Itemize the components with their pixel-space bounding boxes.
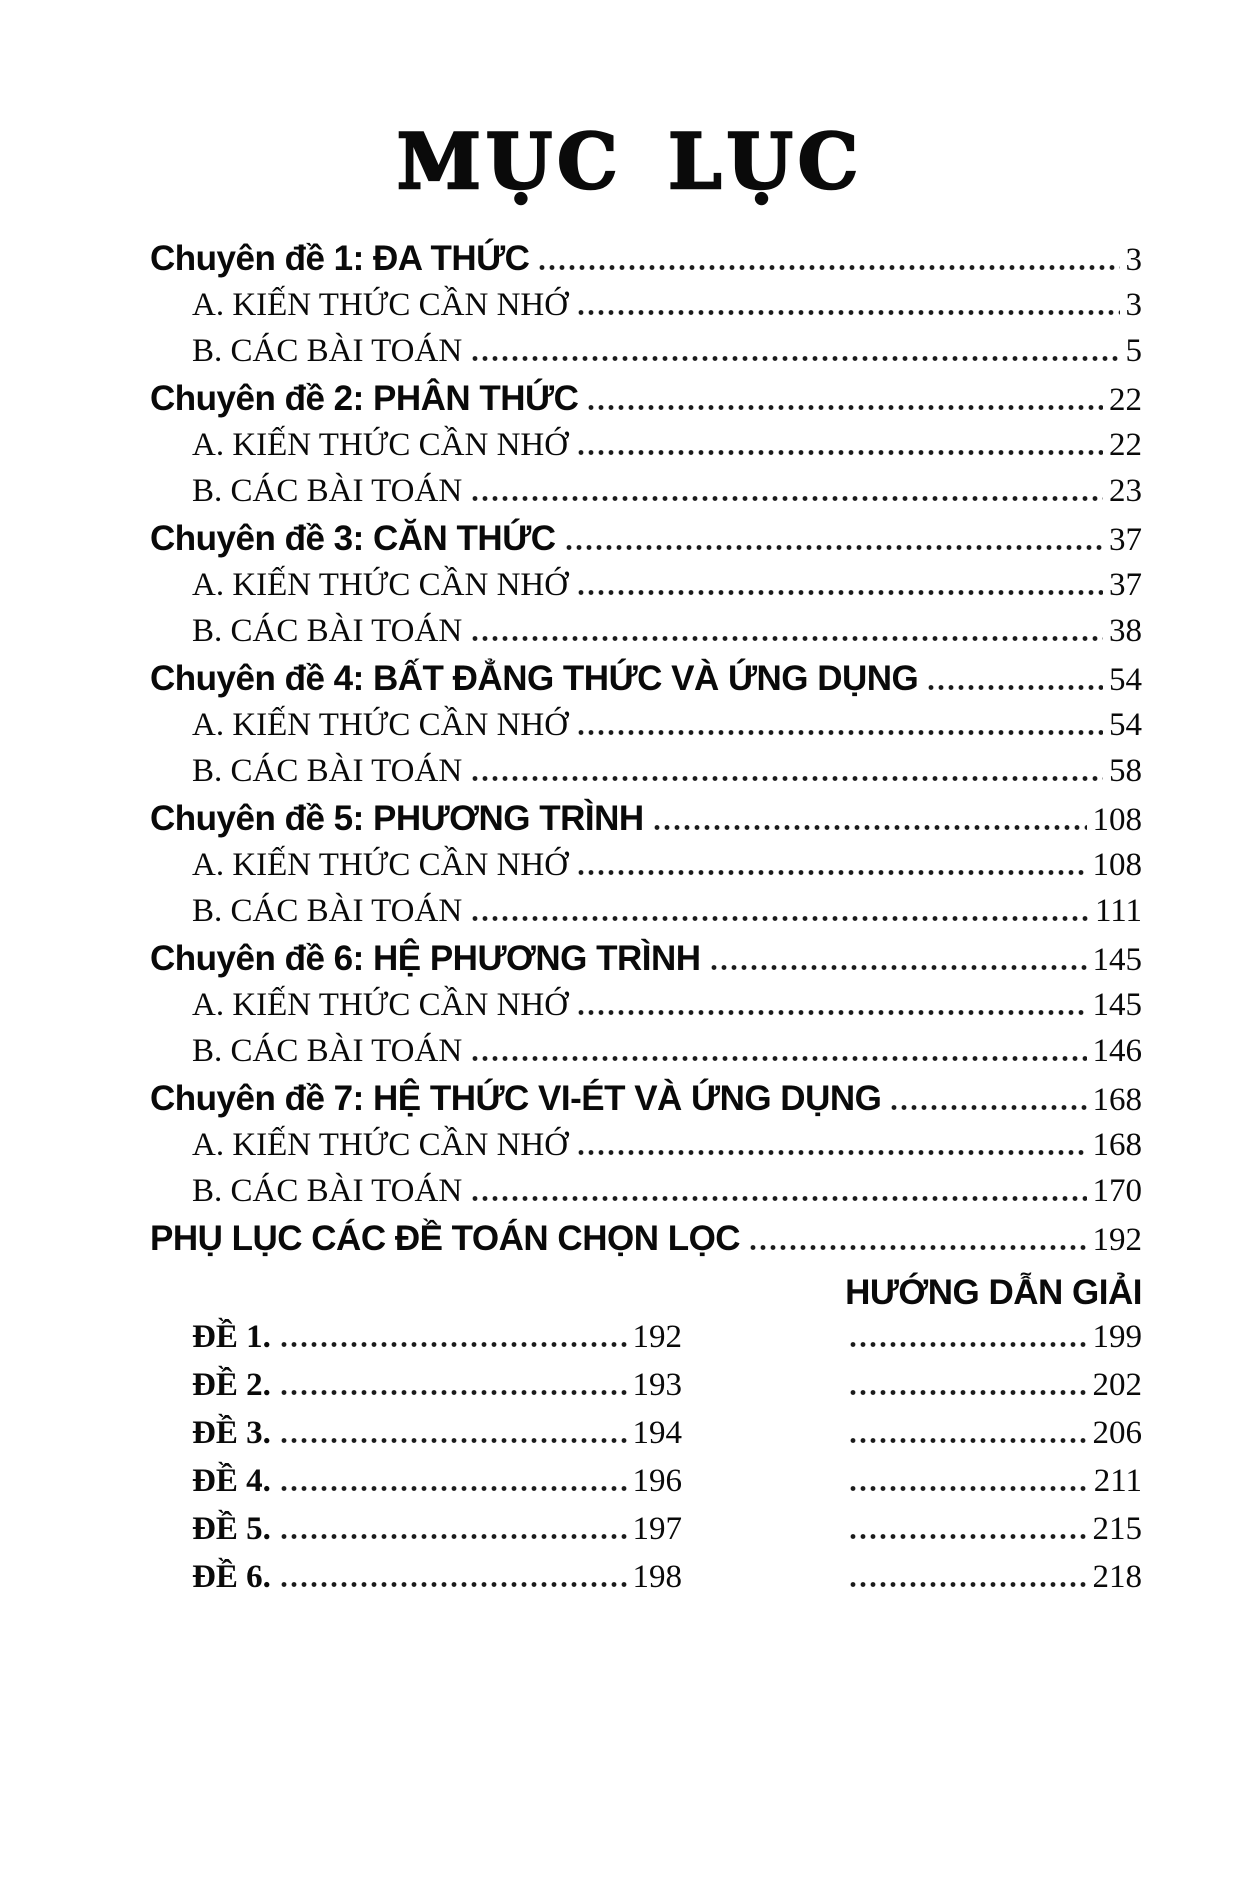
toc-entry bbox=[150, 519, 1142, 567]
toc-entry-label: B. CÁC BÀI TOÁN bbox=[192, 613, 463, 650]
toc-entry-label: PHỤ LỤC CÁC ĐỀ TOÁN CHỌN LỌC bbox=[150, 1219, 741, 1259]
toc-entry bbox=[150, 427, 1142, 473]
exam-solution-ref bbox=[840, 1367, 1142, 1404]
toc-entry bbox=[150, 473, 1142, 519]
exam-row bbox=[150, 1559, 1142, 1607]
dot-leader bbox=[848, 1486, 1088, 1491]
toc-entry bbox=[150, 799, 1142, 847]
dot-leader bbox=[470, 356, 1119, 361]
toc-entry bbox=[150, 1079, 1142, 1127]
dot-leader bbox=[470, 636, 1103, 641]
page-number: 3 bbox=[1125, 242, 1142, 279]
exam-problem-page: 198 bbox=[632, 1559, 682, 1596]
exam-problem-ref bbox=[192, 1415, 682, 1452]
toc-entry-label: A. KIẾN THỨC CẦN NHỚ bbox=[192, 707, 569, 744]
exam-solution-page: 218 bbox=[1092, 1559, 1142, 1596]
toc-entry-label: Chuyên đề 2: PHÂN THỨC bbox=[150, 379, 579, 419]
page-number: 168 bbox=[1092, 1127, 1142, 1164]
exam-problem-ref bbox=[192, 1319, 682, 1356]
exam-list bbox=[150, 1319, 1142, 1607]
dot-leader bbox=[848, 1390, 1087, 1395]
toc-entry bbox=[150, 753, 1142, 799]
exam-solution-page: 206 bbox=[1092, 1415, 1142, 1452]
dot-leader bbox=[279, 1486, 627, 1491]
dot-leader bbox=[279, 1390, 627, 1395]
exam-label: ĐỀ 6. bbox=[192, 1559, 271, 1596]
exam-problem-page: 197 bbox=[632, 1511, 682, 1548]
exam-problem-ref bbox=[192, 1511, 682, 1548]
exam-label: ĐỀ 5. bbox=[192, 1511, 271, 1548]
toc-entry-label: B. CÁC BÀI TOÁN bbox=[192, 753, 463, 790]
page-number: 54 bbox=[1109, 662, 1142, 699]
page-number: 145 bbox=[1092, 987, 1142, 1024]
toc-entry-label: Chuyên đề 5: PHƯƠNG TRÌNH bbox=[150, 799, 644, 839]
dot-leader bbox=[748, 1245, 1086, 1250]
exam-solution-ref bbox=[840, 1559, 1142, 1596]
exam-solution-page: 215 bbox=[1092, 1511, 1142, 1548]
exam-solution-page: 199 bbox=[1092, 1319, 1142, 1356]
page-number: 37 bbox=[1109, 522, 1142, 559]
toc-entry-label: B. CÁC BÀI TOÁN bbox=[192, 893, 463, 930]
toc-entry bbox=[150, 613, 1142, 659]
toc-entry bbox=[150, 707, 1142, 753]
exam-solution-ref bbox=[840, 1415, 1142, 1452]
dot-leader bbox=[576, 450, 1103, 455]
exam-problem-ref bbox=[192, 1559, 682, 1596]
exam-row bbox=[150, 1415, 1142, 1463]
toc-entry-label: B. CÁC BÀI TOÁN bbox=[192, 1033, 463, 1070]
page-number: 58 bbox=[1109, 753, 1142, 790]
toc-list bbox=[150, 239, 1142, 1267]
toc-content bbox=[0, 239, 1260, 1607]
dot-leader bbox=[926, 685, 1103, 690]
page-number: 54 bbox=[1109, 707, 1142, 744]
dot-leader bbox=[470, 916, 1089, 921]
toc-entry bbox=[150, 1173, 1142, 1219]
page-number: 3 bbox=[1125, 287, 1142, 324]
exam-row bbox=[150, 1319, 1142, 1367]
exam-problem-ref bbox=[192, 1463, 682, 1500]
dot-leader bbox=[564, 545, 1103, 550]
toc-entry-label: Chuyên đề 7: HỆ THỨC VI-ÉT VÀ ỨNG DỤNG bbox=[150, 1079, 882, 1119]
toc-entry-label: A. KIẾN THỨC CẦN NHỚ bbox=[192, 427, 569, 464]
page-number: 37 bbox=[1109, 567, 1142, 604]
dot-leader bbox=[279, 1438, 627, 1443]
toc-entry bbox=[150, 239, 1142, 287]
toc-entry bbox=[150, 659, 1142, 707]
exam-solution-ref bbox=[840, 1463, 1142, 1500]
toc-entry bbox=[150, 939, 1142, 987]
exam-solution-page: 202 bbox=[1092, 1367, 1142, 1404]
toc-entry bbox=[150, 987, 1142, 1033]
toc-entry-label: A. KIẾN THỨC CẦN NHỚ bbox=[192, 987, 569, 1024]
dot-leader bbox=[576, 1150, 1086, 1155]
dot-leader bbox=[576, 1010, 1086, 1015]
toc-entry bbox=[150, 287, 1142, 333]
toc-entry-label: Chuyên đề 6: HỆ PHƯƠNG TRÌNH bbox=[150, 939, 701, 979]
solutions-heading: HƯỚNG DẪN GIẢI bbox=[845, 1273, 1142, 1313]
dot-leader bbox=[279, 1534, 627, 1539]
toc-entry bbox=[150, 1127, 1142, 1173]
page-number: 22 bbox=[1109, 427, 1142, 464]
page-number: 146 bbox=[1092, 1033, 1142, 1070]
exam-row bbox=[150, 1367, 1142, 1415]
dot-leader bbox=[848, 1534, 1087, 1539]
toc-entry bbox=[150, 893, 1142, 939]
toc-entry bbox=[150, 1033, 1142, 1079]
dot-leader bbox=[470, 496, 1103, 501]
exam-problem-page: 196 bbox=[632, 1463, 682, 1500]
page-number: 22 bbox=[1109, 382, 1142, 419]
toc-entry-label: Chuyên đề 4: BẤT ĐẲNG THỨC VÀ ỨNG DỤNG bbox=[150, 659, 919, 699]
dot-leader bbox=[470, 776, 1103, 781]
toc-entry-label: B. CÁC BÀI TOÁN bbox=[192, 473, 463, 510]
exam-solution-ref bbox=[840, 1319, 1142, 1356]
page-number: 38 bbox=[1109, 613, 1142, 650]
exam-solution-page: 211 bbox=[1093, 1463, 1142, 1500]
exam-label: ĐỀ 2. bbox=[192, 1367, 271, 1404]
dot-leader bbox=[279, 1582, 627, 1587]
dot-leader bbox=[576, 310, 1119, 315]
dot-leader bbox=[470, 1196, 1086, 1201]
toc-entry-label: A. KIẾN THỨC CẦN NHỚ bbox=[192, 567, 569, 604]
dot-leader bbox=[586, 405, 1103, 410]
dot-leader bbox=[848, 1342, 1087, 1347]
page-number: 108 bbox=[1092, 847, 1142, 884]
toc-entry-label: A. KIẾN THỨC CẦN NHỚ bbox=[192, 287, 569, 324]
page-number: 108 bbox=[1092, 802, 1142, 839]
dot-leader bbox=[709, 965, 1087, 970]
dot-leader bbox=[848, 1582, 1087, 1587]
toc-entry bbox=[150, 379, 1142, 427]
toc-entry-label: B. CÁC BÀI TOÁN bbox=[192, 333, 463, 370]
page-number: 145 bbox=[1092, 942, 1142, 979]
dot-leader bbox=[576, 590, 1103, 595]
toc-entry-label: B. CÁC BÀI TOÁN bbox=[192, 1173, 463, 1210]
exam-row bbox=[150, 1463, 1142, 1511]
toc-entry bbox=[150, 567, 1142, 613]
page-number: 111 bbox=[1094, 893, 1142, 930]
page-number: 168 bbox=[1092, 1082, 1142, 1119]
exam-label: ĐỀ 1. bbox=[192, 1319, 271, 1356]
dot-leader bbox=[889, 1105, 1086, 1110]
toc-entry-label: A. KIẾN THỨC CẦN NHỚ bbox=[192, 1127, 569, 1164]
toc-entry-label: Chuyên đề 3: CĂN THỨC bbox=[150, 519, 556, 559]
exam-row bbox=[150, 1511, 1142, 1559]
exam-label: ĐỀ 4. bbox=[192, 1463, 271, 1500]
toc-entry bbox=[150, 333, 1142, 379]
toc-entry-label: A. KIẾN THỨC CẦN NHỚ bbox=[192, 847, 569, 884]
dot-leader bbox=[537, 265, 1119, 270]
page-number: 23 bbox=[1109, 473, 1142, 510]
page-number: 170 bbox=[1092, 1173, 1142, 1210]
toc-entry-label: Chuyên đề 1: ĐA THỨC bbox=[150, 239, 530, 279]
dot-leader bbox=[652, 825, 1087, 830]
exam-problem-ref bbox=[192, 1367, 682, 1404]
exam-problem-page: 193 bbox=[632, 1367, 682, 1404]
dot-leader bbox=[848, 1438, 1087, 1443]
exam-problem-page: 192 bbox=[632, 1319, 682, 1356]
dot-leader bbox=[576, 730, 1103, 735]
page-title: MỤC LỤC bbox=[396, 117, 864, 206]
dot-leader bbox=[279, 1342, 627, 1347]
dot-leader bbox=[470, 1056, 1086, 1061]
exam-label: ĐỀ 3. bbox=[192, 1415, 271, 1452]
page-number: 192 bbox=[1092, 1222, 1142, 1259]
toc-entry bbox=[150, 847, 1142, 893]
toc-entry bbox=[150, 1219, 1142, 1267]
dot-leader bbox=[576, 870, 1086, 875]
page-number: 5 bbox=[1125, 333, 1142, 370]
exam-solution-ref bbox=[840, 1511, 1142, 1548]
exam-problem-page: 194 bbox=[632, 1415, 682, 1452]
